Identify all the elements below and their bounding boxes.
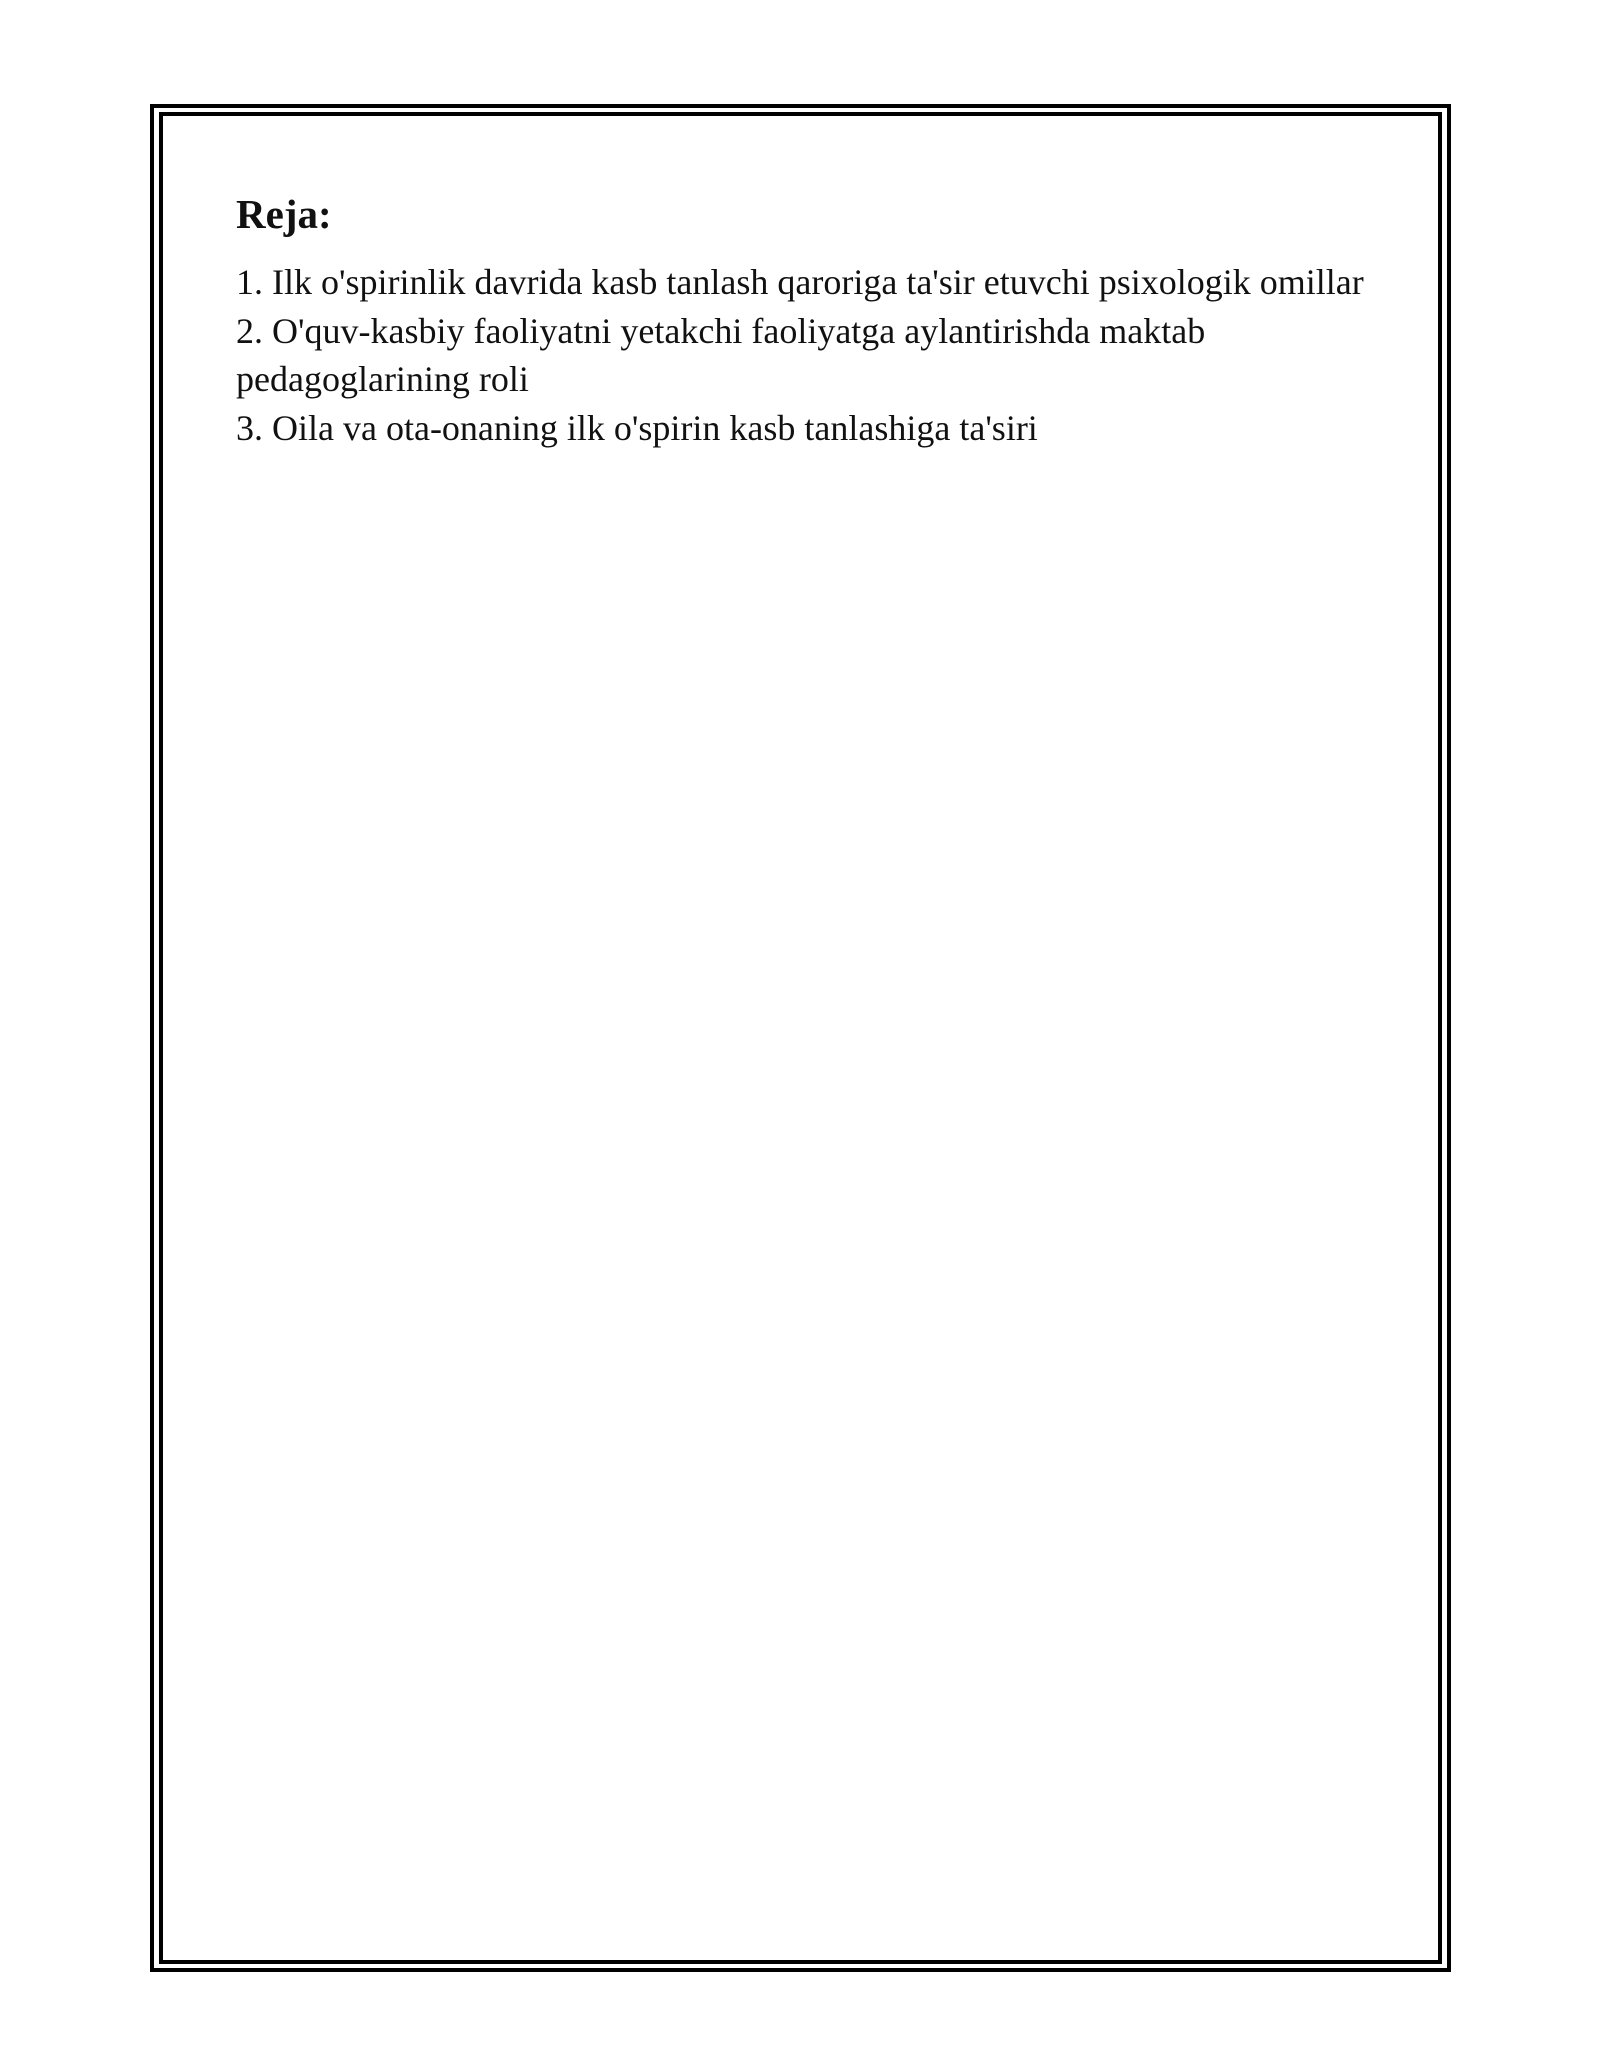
plan-item-2: 2. O'quv-kasbiy faoliyatni yetakchi faoliyatga aylantirishda maktab pedagoglarining roli bbox=[236, 310, 1206, 399]
page-content bbox=[236, 186, 1396, 452]
plan-item-3: 3. Oila va ota-onaning ilk o'spirin kasb tanlashiga ta'siri bbox=[236, 407, 1038, 448]
plan-item-1: 1. Ilk o'spirinlik davrida kasb tanlash qaroriga ta'sir etuvchi psixologik omillar bbox=[236, 262, 1364, 302]
plan-heading: Reja: bbox=[236, 191, 332, 237]
plan-list bbox=[236, 258, 1396, 452]
